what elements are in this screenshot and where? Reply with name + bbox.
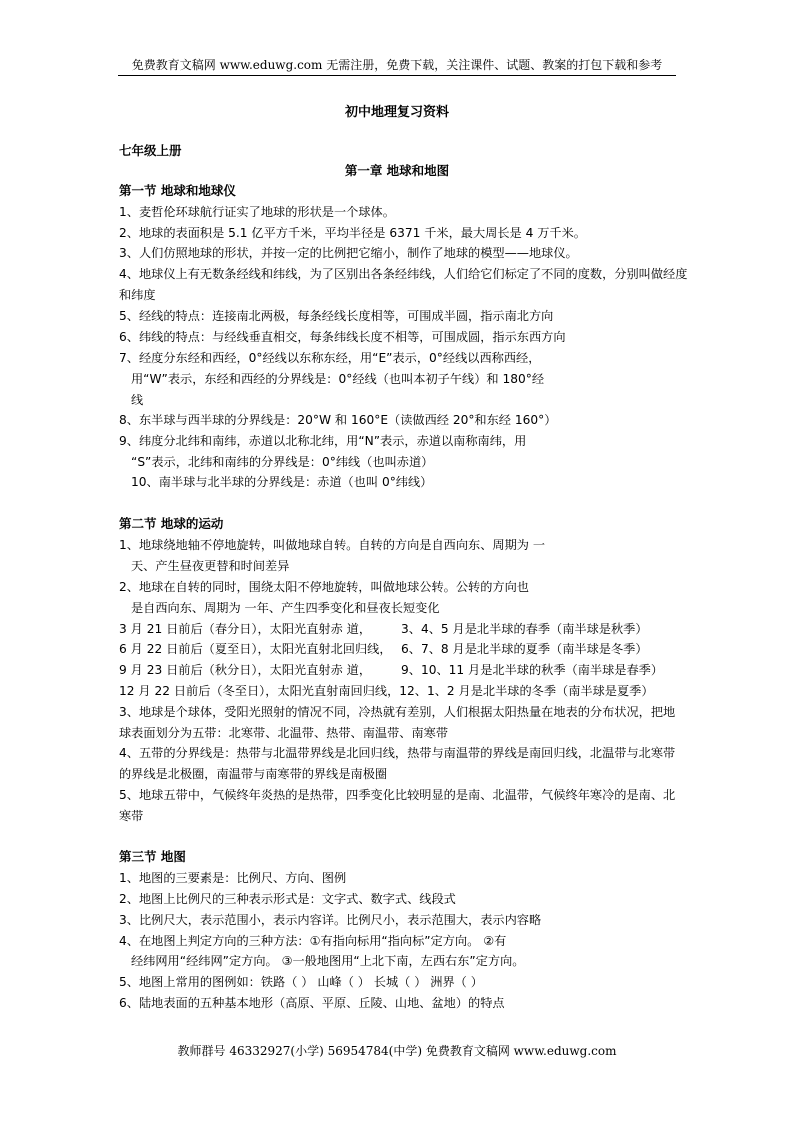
s2-line: 的界线是北极圈，南温带与南寒带的界线是南极圈 <box>119 767 388 781</box>
s3-line: 3、比例尺大，表示范围小，表示内容详。比例尺小，表示范围大，表示内容略 <box>119 913 542 927</box>
s2-line: 3、4、5 月是北半球的春季（南半球是秋季） <box>401 622 648 636</box>
s1-line: 线 <box>131 393 144 407</box>
s1-line: 和纬度 <box>119 288 156 302</box>
s3-line: 6、陆地表面的五种基本地形（高原、平原、丘陵、山地、盆地）的特点 <box>119 996 505 1010</box>
s2-line: 6、7、8 月是北半球的夏季（南半球是冬季） <box>401 642 648 656</box>
section-2-heading: 第二节 地球的运动 <box>119 516 224 531</box>
s3-line: 1、地图的三要素是：比例尺、方向、图例 <box>119 871 347 885</box>
s1-line: 4、地球仪上有无数条经线和纬线，为了区别出各条经纬线，人们给它们标定了不同的度数，分别叫做经度 <box>119 267 688 281</box>
s1-line: 用“W”表示，东经和西经的分界线是：0°经线（也叫本初子午线）和 180°经 <box>131 372 545 386</box>
s1-line: 5、经线的特点：连接南北两极，每条经线长度相等，可围成半圆，指示南北方向 <box>119 309 554 323</box>
chapter-heading: 第一章 地球和地图 <box>344 163 450 178</box>
page-header: 免费教育文稿网 www.eduwg.com 无需注册，免费下载，关注课件、试题、教案的打包下载和参考 <box>118 57 676 76</box>
s2-line: 3、地球是个球体，受阳光照射的情况不同，冷热就有差别，人们根据太阳热量在地表的分布状况，把地 <box>119 705 676 719</box>
s3-line: 5、地图上常用的图例如：铁路（ ） 山峰（ ） 长城（ ） 洲界（ ） <box>119 975 483 989</box>
grade-label: 七年级上册 <box>119 143 182 158</box>
s2-line: 是自西向东、周期为 一年、产生四季变化和昼夜长短变化 <box>131 601 440 615</box>
page-footer: 教师群号 46332927(小学) 56954784(中学) 免费教育文稿网 www.eduwg.com <box>177 1044 617 1058</box>
s1-line: 2、地球的表面积是 5.1 亿平方千米，平均半径是 6371 千米，最大周长是 4 万千米。 <box>119 226 586 240</box>
s2-line: 6 月 22 日前后（夏至日），太阳光直射北回归线， <box>119 642 392 656</box>
s2-line: 球表面划分为五带：北寒带、北温带、热带、南温带、南寒带 <box>119 726 449 740</box>
s2-line: 4、五带的分界线是：热带与北温带界线是北回归线，热带与南温带的界线是南回归线，北温带与北寒带 <box>119 746 676 760</box>
s2-line: 寒带 <box>119 809 144 823</box>
s2-line: 9、10、11 月是北半球的秋季（南半球是春季） <box>401 663 664 677</box>
s1-line: 3、人们仿照地球的形状，并按一定的比例把它缩小，制作了地球的模型——地球仪。 <box>119 246 578 260</box>
document-title: 初中地理复习资料 <box>344 105 449 120</box>
s1-line: 10、南半球与北半球的分界线是：赤道（也叫 0°纬线） <box>131 475 433 489</box>
s2-line: 5、地球五带中，气候终年炎热的是热带，四季变化比较明显的是南、北温带，气候终年寒冷的是南、北 <box>119 788 676 802</box>
section-3-heading: 第三节 地图 <box>119 849 186 864</box>
s3-line: 2、地图上比例尺的三种表示形式是：文字式、数字式、线段式 <box>119 892 456 906</box>
s2-line: 3 月 21 日前后（春分日），太阳光直射赤 道， <box>119 622 372 636</box>
s2-line: 天、产生昼夜更替和时间差异 <box>131 559 290 573</box>
s1-line: 1、麦哲伦环球航行证实了地球的形状是一个球体。 <box>119 205 395 219</box>
s1-line: 6、纬线的特点：与经线垂直相交，每条纬线长度不相等，可围成圆，指示东西方向 <box>119 330 566 344</box>
s2-line: 12 月 22 日前后（冬至日），太阳光直射南回归线，12、1、2 月是北半球的冬季（南半球是夏季） <box>119 684 654 698</box>
s2-line: 2、地球在自转的同时，围绕太阳不停地旋转，叫做地球公转。公转的方向也 <box>119 580 529 594</box>
s3-line: 经纬网用“经纬网”定方向。 ③一般地图用“上北下南，左西右东”定方向。 <box>131 954 525 968</box>
s2-line: 9 月 23 日前后（秋分日），太阳光直射赤 道， <box>119 663 372 677</box>
s3-line: 4、在地图上判定方向的三种方法：①有指向标用“指向标”定方向。 ②有 <box>119 934 507 948</box>
s1-line: 8、东半球与西半球的分界线是：20°W 和 160°E（读做西经 20°和东经 160°） <box>119 413 557 427</box>
section-1-heading: 第一节 地球和地球仪 <box>119 183 236 198</box>
s2-line: 1、地球绕地轴不停地旋转，叫做地球自转。自转的方向是自西向东、周期为 一 <box>119 538 546 552</box>
s1-line: 7、经度分东经和西经，0°经线以东称东经，用“E”表示，0°经线以西称西经， <box>119 351 541 365</box>
s1-line: “S”表示，北纬和南纬的分界线是：0°纬线（也叫赤道） <box>131 455 434 469</box>
s1-line: 9、纬度分北纬和南纬，赤道以北称北纬，用“N”表示，赤道以南称南纬，用 <box>119 434 527 448</box>
